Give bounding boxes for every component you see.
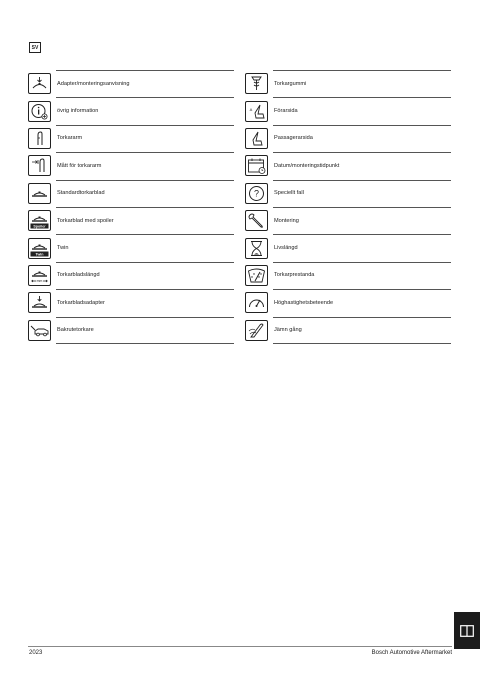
question-icon <box>245 183 268 204</box>
standard-blade-icon <box>28 183 51 204</box>
legend-item <box>245 152 451 179</box>
wiper-arm-measure-icon <box>28 155 51 176</box>
spoiler-blade-icon <box>28 210 51 231</box>
legend-item <box>245 207 451 234</box>
symbol-legend <box>28 70 451 344</box>
wrench-icon <box>245 210 268 231</box>
legend-item <box>28 97 234 124</box>
legend-label: Torkarbladsadapter <box>57 299 105 306</box>
legend-label: Livslängd <box>274 245 298 252</box>
legend-item <box>28 262 234 289</box>
legend-label: Mått för torkararm <box>57 162 102 169</box>
twin-icon-text: Twin <box>35 251 44 256</box>
legend-item <box>28 70 234 97</box>
legend-item <box>28 207 234 234</box>
legend-column-left <box>28 70 234 344</box>
legend-label: Adapter/monteringsanvisning <box>57 80 130 87</box>
legend-label: Datum/monteringstidpunkt <box>274 162 340 169</box>
legend-label: Torkargummi <box>274 80 307 87</box>
info-icon <box>28 101 51 122</box>
hourglass-icon <box>245 238 268 259</box>
wiper-rubber-icon <box>245 73 268 94</box>
legend-item <box>28 317 234 344</box>
legend-item <box>28 180 234 207</box>
spoiler-icon-text: Spoiler <box>33 224 46 229</box>
legend-label: Torkarprestanda <box>274 272 315 279</box>
legend-label: Torkararm <box>57 135 83 142</box>
legend-label: Torkarbladslängd <box>57 272 100 279</box>
language-badge: SV <box>29 42 41 53</box>
driver-icon-text: A <box>249 106 253 112</box>
legend-item <box>245 289 451 316</box>
legend-label: Passagerarsida <box>274 135 313 142</box>
calendar-icon <box>245 155 268 176</box>
rear-wiper-icon <box>28 320 51 341</box>
legend-label: Speciellt fall <box>274 190 304 197</box>
wiper-arm-icon <box>28 128 51 149</box>
legend-item <box>28 152 234 179</box>
book-tab[interactable] <box>454 612 480 649</box>
adapter-icon <box>28 73 51 94</box>
mm-icon-text: mm <box>36 279 43 284</box>
legend-item <box>245 70 451 97</box>
twin-blade-icon <box>28 238 51 259</box>
legend-item <box>245 234 451 261</box>
legend-label: Jämn gång <box>274 327 302 334</box>
legend-label: Torkarblad med spoiler <box>57 217 114 224</box>
legend-item <box>28 234 234 261</box>
legend-label: Montering <box>274 217 299 224</box>
passenger-seat-icon <box>245 128 268 149</box>
legend-label: Höghastighetsbeteende <box>274 299 334 306</box>
footer-brand: Bosch Automotive Aftermarket <box>371 650 452 656</box>
driver-seat-icon <box>245 101 268 122</box>
question-icon-text: ? <box>253 188 260 199</box>
legend-label: Twin <box>57 245 69 252</box>
smooth-run-icon <box>245 320 268 341</box>
legend-item <box>245 125 451 152</box>
speedometer-icon <box>245 292 268 313</box>
legend-item <box>245 317 451 344</box>
book-icon <box>460 625 474 637</box>
blade-length-icon <box>28 265 51 286</box>
wiper-performance-icon <box>245 265 268 286</box>
legend-item <box>28 125 234 152</box>
legend-label: Bakrutetorkare <box>57 327 94 334</box>
legend-label: Standardtorkarblad <box>57 190 105 197</box>
legend-column-right <box>245 70 451 344</box>
legend-item <box>245 97 451 124</box>
footer-divider <box>28 646 452 647</box>
legend-item <box>28 289 234 316</box>
footer-year: 2023 <box>29 650 43 656</box>
legend-item <box>245 180 451 207</box>
blade-adapter-icon <box>28 292 51 313</box>
legend-item <box>245 262 451 289</box>
legend-label: övrig information <box>57 108 99 115</box>
legend-label: Förarsida <box>274 108 298 115</box>
